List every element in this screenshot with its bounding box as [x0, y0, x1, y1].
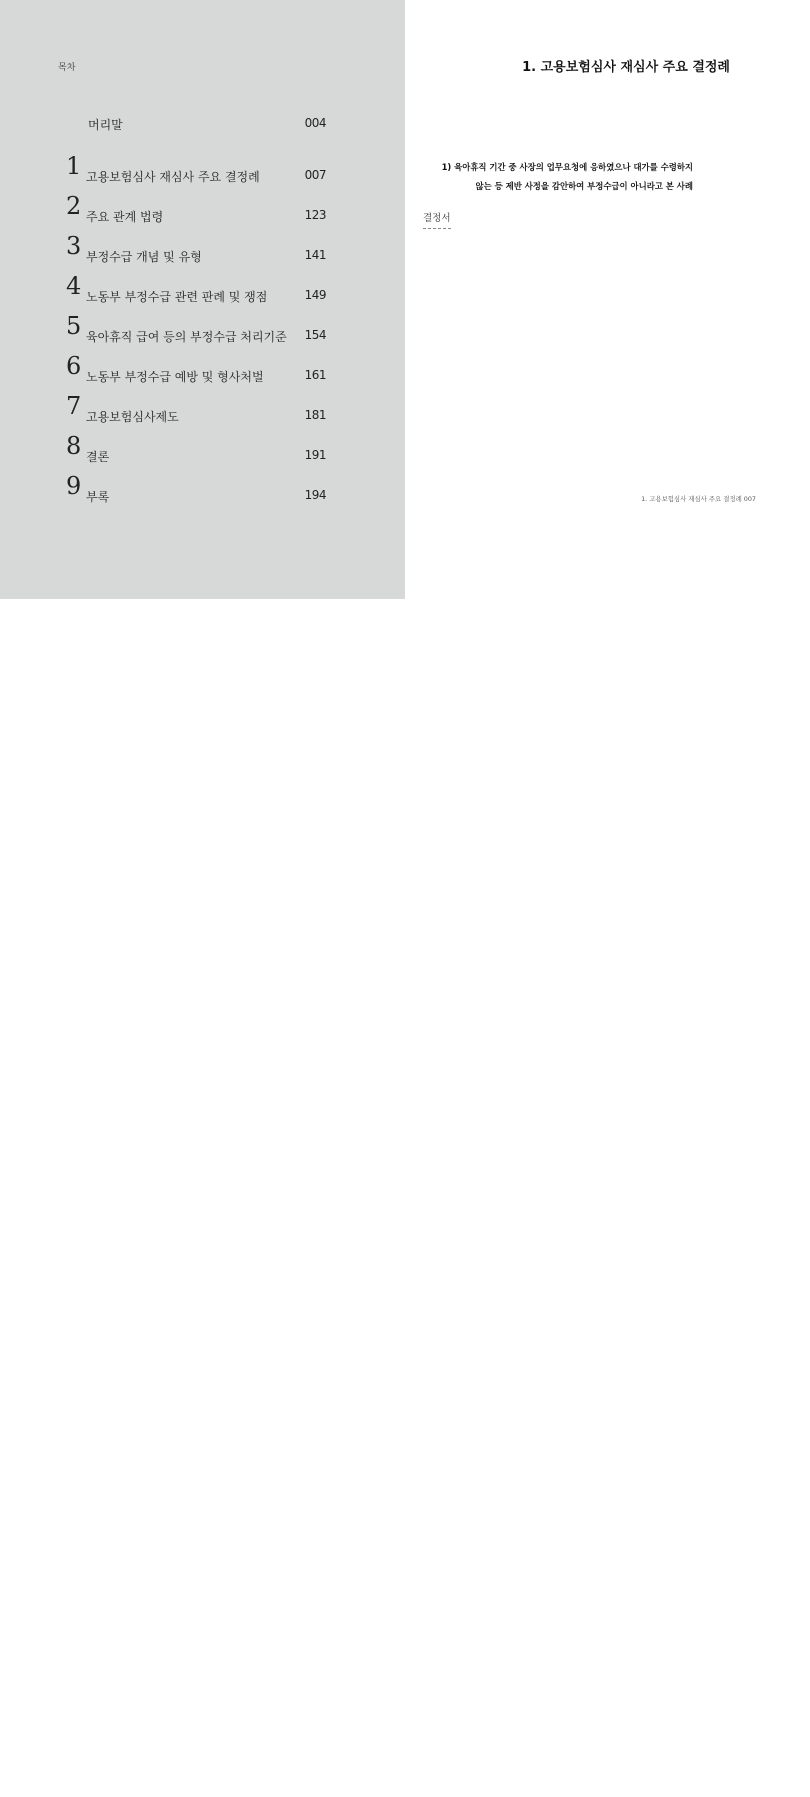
toc-item[interactable] [66, 192, 326, 240]
case-title-line: 1) 육아휴직 기간 중 사장의 업무요청에 응하였으나 대가를 수령하지 [441, 162, 693, 172]
toc-page-number: 004 [304, 116, 326, 130]
toc-label: 고용보험심사 재심사 주요 결정례 [86, 170, 260, 184]
toc-heading: 목차 [58, 63, 76, 73]
toc-label: 노동부 부정수급 예방 및 형사처벌 [86, 370, 264, 384]
toc-page [0, 0, 405, 599]
page-008 [0, 599, 405, 1198]
toc-number: 2 [66, 192, 82, 220]
toc-page-number: 191 [304, 448, 326, 462]
toc-number: 3 [66, 232, 82, 260]
toc-label: 노동부 부정수급 관련 판례 및 쟁점 [86, 290, 268, 304]
toc-item[interactable] [66, 392, 326, 440]
toc-list [66, 108, 326, 520]
case-title [425, 158, 693, 196]
toc-number: 7 [66, 392, 82, 420]
toc-item-preface[interactable] [66, 108, 326, 160]
toc-page-number: 154 [304, 328, 326, 342]
toc-page-number: 123 [304, 208, 326, 222]
toc-number: 5 [66, 312, 82, 340]
toc-page-number: 181 [304, 408, 326, 422]
toc-item[interactable] [66, 152, 326, 200]
toc-page-number: 161 [304, 368, 326, 382]
toc-item[interactable] [66, 352, 326, 400]
chapter-title: 1. 고용보험심사 재심사 주요 결정례 [522, 60, 730, 75]
toc-label: 결론 [86, 450, 110, 464]
toc-label: 머리말 [88, 118, 123, 132]
toc-page-number: 194 [304, 488, 326, 502]
toc-number: 6 [66, 352, 82, 380]
toc-page-number: 149 [304, 288, 326, 302]
toc-label: 육아휴직 급여 등의 부정수급 처리기준 [86, 330, 287, 344]
toc-number: 8 [66, 432, 82, 460]
toc-page-number: 007 [304, 168, 326, 182]
toc-number: 4 [66, 272, 82, 300]
toc-label: 부정수급 개념 및 유형 [86, 250, 202, 264]
toc-number: 1 [66, 152, 82, 180]
toc-page-number: 141 [304, 248, 326, 262]
page-007 [405, 0, 810, 599]
toc-item[interactable] [66, 272, 326, 320]
toc-number: 9 [66, 472, 82, 500]
toc-label: 고용보험심사제도 [86, 410, 179, 424]
section-label: 결정서 [423, 210, 451, 229]
toc-item[interactable] [66, 432, 326, 480]
toc-label: 주요 관계 법령 [86, 210, 164, 224]
toc-item[interactable] [66, 312, 326, 360]
toc-item[interactable] [66, 232, 326, 280]
page-footer: 1. 고용보험심사 재심사 주요 결정례 007 [641, 495, 756, 503]
toc-label: 부록 [86, 490, 110, 504]
toc-item[interactable] [66, 472, 326, 520]
case-title-line: 않는 등 제반 사정을 감안하여 부정수급이 아니라고 본 사례 [475, 181, 693, 191]
